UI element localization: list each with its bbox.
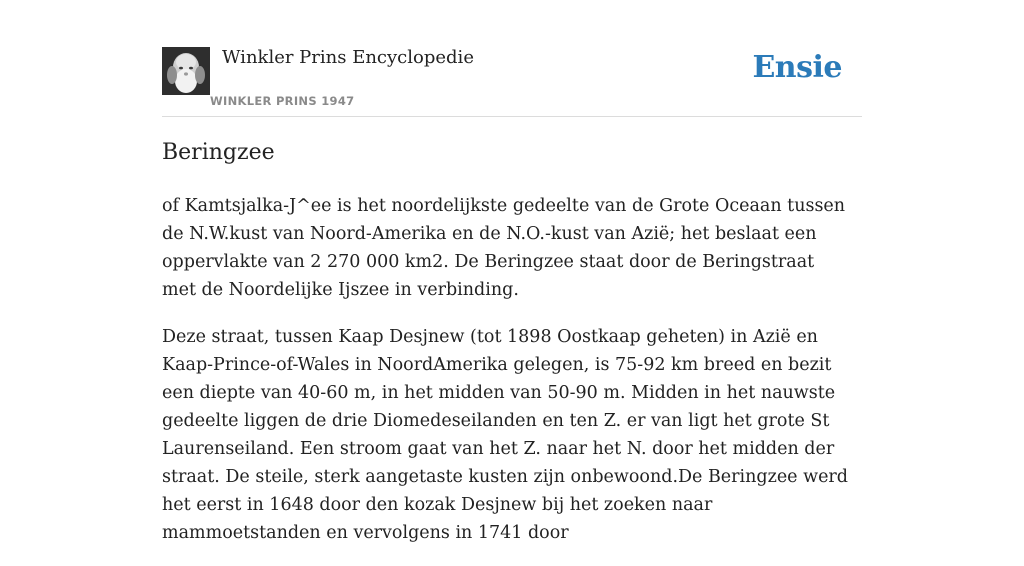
ensie-logo[interactable]: Ensie	[752, 50, 842, 85]
edition-label[interactable]: WINKLER PRINS 1947	[210, 94, 355, 108]
article-paragraph: of Kamtsjalka-J^ee is het noordelijkste gedeelte van de Grote Oceaan tussen de N.W.kust van Noord-Amerika en de N.O.-kust van Azië; het beslaat een oppervlakte van 2 270 000 km2. De Beringzee staat door de Beringstraat met de Noordelijke Ijszee in verbinding.	[162, 196, 846, 300]
encyclopedia-title[interactable]: Winkler Prins Encyclopedie	[222, 47, 474, 68]
article-body	[162, 192, 852, 566]
article-paragraph: Deze straat, tussen Kaap Desjnew (tot 1898 Oostkaap geheten) in Azië en Kaap-Prince-of-Wales in NoordAmerika gelegen, is 75-92 km breed en bezit een diepte van 40-60 m, in het midden van 50-90 m. Midden in het nauwste gedeelte liggen de drie Diomedeseilanden en ten Z. er van ligt het grote St Laurenseiland. Een stroom gaat van het Z. naar het N. door het midden der straat. De steile, sterk aangetaste kusten zijn onbewoond.De Beringzee werd het eerst in 1648 door den kozak Desjnew bij het zoeken naar mammoetstanden en vervolgens in 1741 door	[162, 327, 849, 543]
site-header	[162, 44, 862, 117]
article-title: Beringzee	[162, 140, 275, 165]
author-avatar-icon[interactable]	[162, 47, 210, 95]
